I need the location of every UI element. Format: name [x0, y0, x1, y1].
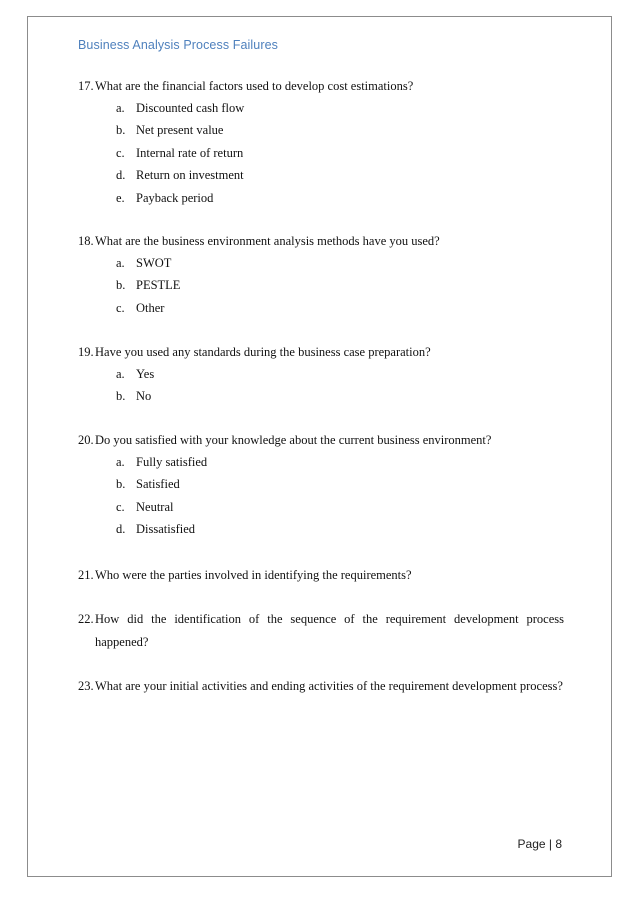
list-item: [78, 518, 564, 540]
question-number: 21.: [78, 568, 94, 582]
list-item: [78, 385, 564, 407]
option-label: a.: [116, 256, 125, 270]
question-number: 22.: [78, 612, 94, 626]
list-item: [78, 451, 564, 473]
option-label: a.: [116, 367, 125, 381]
list-item: [78, 119, 564, 141]
list-item: [78, 252, 564, 274]
option-list: [78, 97, 564, 209]
option-text: Fully satisfied: [136, 455, 208, 469]
option-label: a.: [116, 455, 125, 469]
question-body: What are your initial activities and ending activities of the requirement development process?: [95, 679, 563, 693]
option-label: e.: [116, 190, 125, 205]
page-number-footer: Page | 8: [517, 837, 562, 851]
list-item: [78, 297, 564, 319]
question-22: [78, 608, 564, 653]
question-text: [78, 341, 564, 363]
option-text: Payback period: [136, 190, 214, 205]
question-number: 18.: [78, 234, 94, 248]
option-text: Return on investment: [136, 168, 244, 183]
list-item: [78, 187, 564, 209]
option-label: b.: [116, 278, 126, 293]
question-body: Who were the parties involved in identifying the requirements?: [95, 568, 412, 582]
option-text: No: [136, 389, 152, 404]
list-item: [78, 164, 564, 186]
question-20: [78, 429, 564, 541]
option-text: Net present value: [136, 123, 224, 138]
option-label: a.: [116, 101, 125, 115]
question-text: [78, 608, 564, 653]
option-list: [78, 252, 564, 319]
option-label: b.: [116, 389, 126, 404]
option-label: c.: [116, 499, 125, 514]
option-text: Internal rate of return: [136, 145, 244, 160]
question-number: 20.: [78, 433, 94, 447]
option-label: d.: [116, 168, 126, 183]
question-17: [78, 75, 564, 209]
question-21: [78, 564, 564, 586]
list-item: [78, 496, 564, 518]
question-number: 23.: [78, 679, 94, 693]
question-number: 19.: [78, 345, 94, 359]
list-item: [78, 363, 564, 385]
option-label: d.: [116, 522, 126, 537]
question-text: [78, 675, 564, 698]
list-item: [78, 473, 564, 495]
option-text: Dissatisfied: [136, 522, 196, 537]
list-item: [78, 142, 564, 164]
option-text: Yes: [136, 367, 155, 381]
list-item: [78, 274, 564, 296]
question-body: How did the identification of the sequence of the requirement development process happened?: [95, 612, 564, 649]
option-list: [78, 451, 564, 541]
question-23: [78, 675, 564, 698]
option-label: c.: [116, 145, 125, 160]
question-body: What are the financial factors used to develop cost estimations?: [95, 79, 414, 93]
question-19: [78, 341, 564, 408]
question-text: [78, 230, 564, 252]
option-label: b.: [116, 123, 126, 138]
option-label: b.: [116, 477, 126, 492]
question-text: [78, 564, 564, 586]
question-body: Do you satisfied with your knowledge about the current business environment?: [95, 433, 492, 447]
option-text: Other: [136, 300, 165, 315]
question-18: [78, 230, 564, 319]
question-text: [78, 75, 564, 97]
question-body: What are the business environment analysis methods have you used?: [95, 234, 440, 248]
option-list: [78, 363, 564, 408]
option-text: Satisfied: [136, 477, 180, 492]
option-text: Discounted cash flow: [136, 101, 245, 115]
option-text: PESTLE: [136, 278, 181, 293]
question-text: [78, 429, 564, 451]
question-body: Have you used any standards during the business case preparation?: [95, 345, 431, 359]
option-label: c.: [116, 300, 125, 315]
option-text: SWOT: [136, 256, 172, 270]
question-number: 17.: [78, 79, 94, 93]
document-header-title: Business Analysis Process Failures: [78, 38, 279, 52]
option-text: Neutral: [136, 499, 174, 514]
list-item: [78, 97, 564, 119]
